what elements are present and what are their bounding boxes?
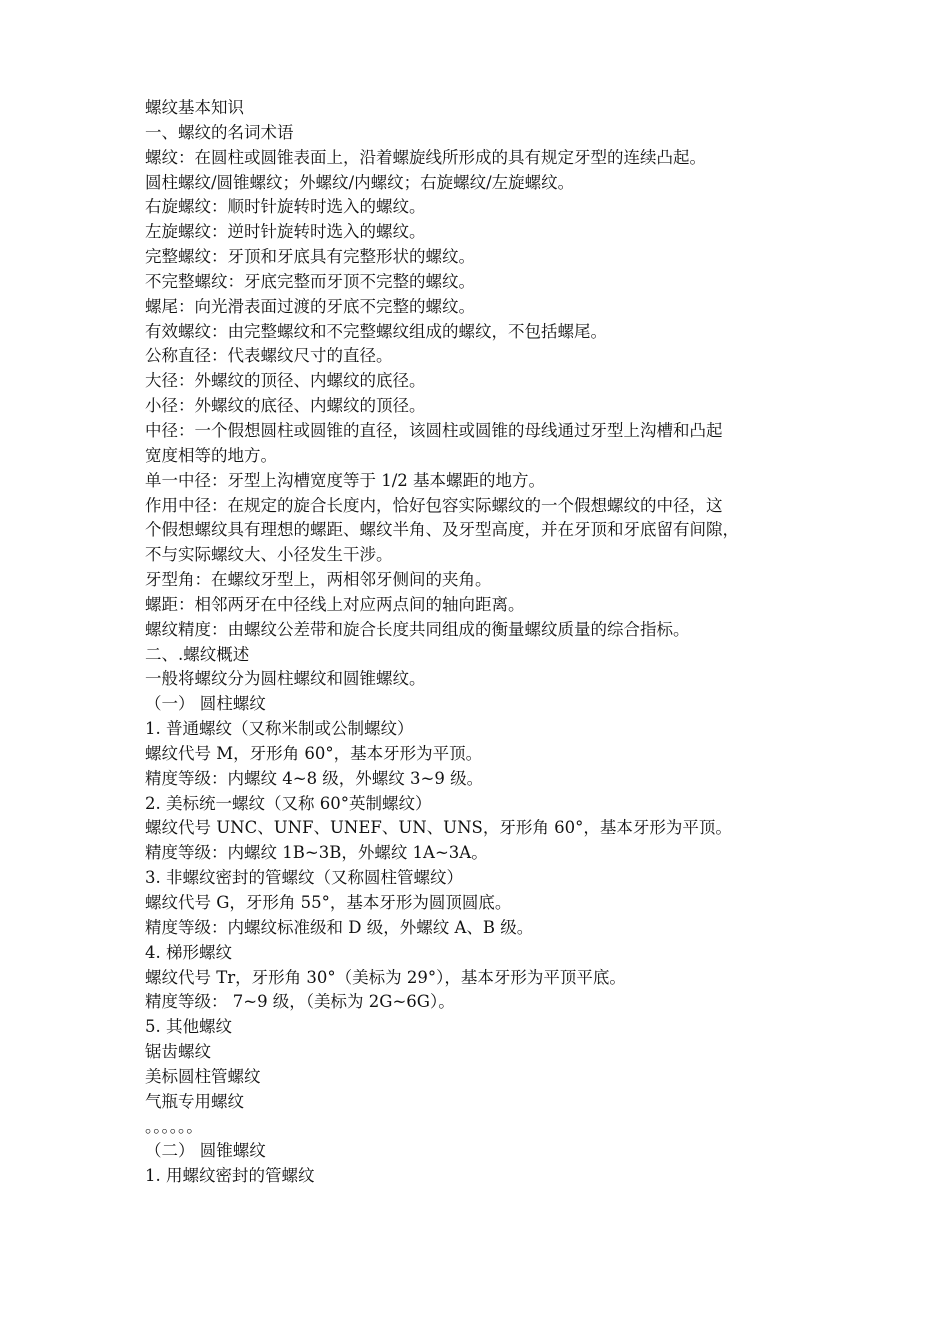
text-line: 有效螺纹：由完整螺纹和不完整螺纹组成的螺纹，不包括螺尾。 [145, 321, 607, 341]
text-line: 螺纹：在圆柱或圆锥表面上，沿着螺旋线所形成的具有规定牙型的连续凸起。 [145, 147, 706, 167]
text-line: 大径：外螺纹的顶径、内螺纹的底径。 [145, 371, 426, 391]
list-heading: 4. 梯形螺纹 [145, 942, 232, 962]
text-line: 左旋螺纹：逆时针旋转时选入的螺纹。 [145, 222, 426, 242]
text-line: 螺纹代号 UNC、UNF、UNEF、UN、UNS，牙形角 60°，基本牙形为平顶。 [145, 818, 732, 838]
text-line: 公称直径：代表螺纹尺寸的直径。 [145, 346, 393, 366]
list-heading: 5. 其他螺纹 [145, 1017, 232, 1037]
text-line: 不与实际螺纹大、小径发生干涉。 [145, 545, 393, 565]
subsection-heading: （二） 圆锥螺纹 [145, 1141, 266, 1161]
text-line: 中径：一个假想圆柱或圆锥的直径，该圆柱或圆锥的母线通过牙型上沟槽和凸起 [145, 420, 723, 440]
text-line: 作用中径：在规定的旋合长度内，恰好包容实际螺纹的一个假想螺纹的中径，这 [145, 495, 723, 515]
text-line: 。。。。。。 [145, 1116, 203, 1136]
doc-title: 螺纹基本知识 [145, 98, 244, 117]
text-line: 小径：外螺纹的底径、内螺纹的顶径。 [145, 396, 426, 416]
text-line: 完整螺纹：牙顶和牙底具有完整形状的螺纹。 [145, 247, 475, 267]
text-line: 精度等级： 7~9 级，（美标为 2G~6G）。 [145, 992, 455, 1012]
text-line: 牙型角：在螺纹牙型上，两相邻牙侧间的夹角。 [145, 570, 492, 590]
section-heading: 一、螺纹的名词术语 [145, 122, 294, 142]
text-line: 精度等级：内螺纹 1B~3B，外螺纹 1A~3A。 [145, 843, 488, 863]
text-line: 一般将螺纹分为圆柱螺纹和圆锥螺纹。 [145, 669, 426, 689]
text-line: 螺纹代号 M，牙形角 60°，基本牙形为平顶。 [145, 743, 483, 763]
list-heading: 3. 非螺纹密封的管螺纹（又称圆柱管螺纹） [145, 868, 463, 888]
text-line: 圆柱螺纹/圆锥螺纹；外螺纹/内螺纹；右旋螺纹/左旋螺纹。 [145, 172, 575, 192]
text-line: 精度等级：内螺纹标准级和 D 级，外螺纹 A、B 级。 [145, 917, 534, 937]
text-line: 美标圆柱管螺纹 [145, 1066, 261, 1086]
text-line: 个假想螺纹具有理想的螺距、螺纹半角、及牙型高度，并在牙顶和牙底留有间隙， [145, 520, 739, 540]
text-line: 气瓶专用螺纹 [145, 1091, 244, 1111]
list-heading: 1. 用螺纹密封的管螺纹 [145, 1166, 315, 1186]
document-body [145, 96, 815, 1189]
text-line: 螺尾：向光滑表面过渡的牙底不完整的螺纹。 [145, 296, 475, 316]
text-line: 不完整螺纹：牙底完整而牙顶不完整的螺纹。 [145, 271, 475, 291]
list-heading: 2. 美标统一螺纹（又称 60°英制螺纹） [145, 793, 432, 813]
text-line: 右旋螺纹：顺时针旋转时选入的螺纹。 [145, 197, 426, 217]
text-line: 螺纹代号 Tr，牙形角 30°（美标为 29°），基本牙形为平顶平底。 [145, 967, 626, 987]
text-line: 单一中径：牙型上沟槽宽度等于 1/2 基本螺距的地方。 [145, 470, 546, 490]
text-line: 螺纹代号 G，牙形角 55°，基本牙形为圆顶圆底。 [145, 893, 512, 912]
subsection-heading: （一） 圆柱螺纹 [145, 694, 266, 714]
text-line: 螺距：相邻两牙在中径线上对应两点间的轴向距离。 [145, 594, 525, 614]
section-heading: 二、.螺纹概述 [145, 644, 250, 664]
text-line: 精度等级：内螺纹 4~8 级，外螺纹 3~9 级。 [145, 768, 484, 788]
text-line: 螺纹精度：由螺纹公差带和旋合长度共同组成的衡量螺纹质量的综合指标。 [145, 619, 690, 639]
list-heading: 1. 普通螺纹（又称米制或公制螺纹） [145, 719, 414, 739]
text-line: 宽度相等的地方。 [145, 445, 277, 465]
text-line: 锯齿螺纹 [145, 1042, 211, 1062]
